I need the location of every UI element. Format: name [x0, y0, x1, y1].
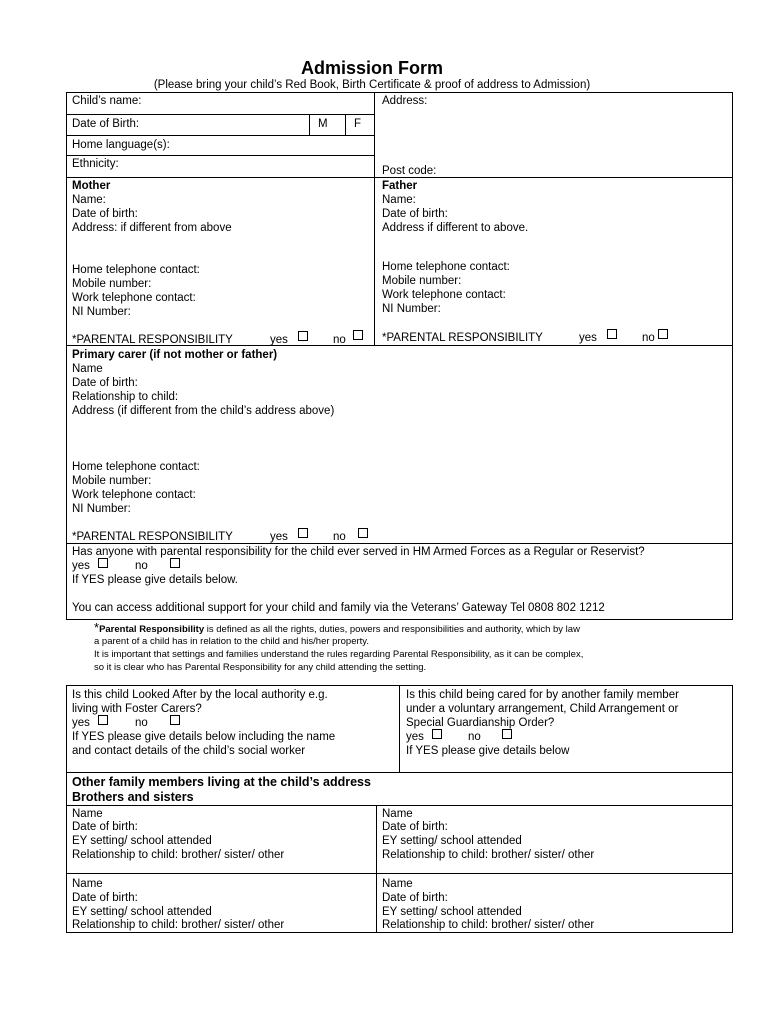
family-care-no-checkbox[interactable]: [502, 729, 512, 739]
armed-forces-no-label: no: [135, 560, 148, 572]
looked-after-yes-label: yes: [72, 717, 90, 729]
father-home-tel-label: Home telephone contact:: [382, 261, 510, 273]
form-subtitle: (Please bring your child’s Red Book, Birth Certificate & proof of address to Admission): [153, 79, 591, 91]
armed-forces-details-label: If YES please give details below.: [72, 574, 239, 586]
form-title: Admission Form: [300, 58, 443, 78]
carer-address-label: Address (if different from the child’s address above): [72, 405, 335, 417]
carer-relationship-label: Relationship to child:: [72, 391, 179, 403]
note-term: Parental Responsibility: [99, 624, 205, 635]
mother-name-label: Name:: [72, 194, 106, 206]
carer-pr-no-label: no: [333, 531, 346, 543]
note-line-3: It is important that settings and families understand the rules regarding Parental Responsibility, as it can be complex,: [94, 649, 584, 660]
mother-pr-yes-checkbox[interactable]: [298, 331, 308, 341]
veterans-support-text: You can access additional support for your child and family via the Veterans’ Gateway Tel 0808 802 1212: [72, 602, 605, 614]
postcode-label: Post code:: [382, 165, 437, 177]
mother-heading: Mother: [72, 180, 111, 192]
sibling-relationship-label: Relationship to child: brother/ sister/ other: [382, 849, 595, 861]
sibling-dob-label: Date of birth:: [382, 821, 448, 833]
sibling-name-label: Name: [382, 878, 413, 890]
note-asterisk: *: [94, 620, 100, 635]
note-line-2: a parent of a child has in relation to the child and his/her property.: [94, 636, 369, 647]
family-care-yes-label: yes: [406, 731, 424, 743]
father-mobile-label: Mobile number:: [382, 275, 462, 287]
looked-after-no-label: no: [135, 717, 148, 729]
mother-pr-yes-label: yes: [270, 334, 288, 346]
sibling-relationship-label: Relationship to child: brother/ sister/ other: [72, 849, 285, 861]
note-line-1: is defined as all the rights, duties, powers and responsibilities and authority, which by law: [204, 624, 580, 635]
mother-home-tel-label: Home telephone contact:: [72, 264, 200, 276]
carer-name-label: Name: [72, 363, 103, 375]
childs-name-label: Child’s name:: [72, 95, 142, 107]
sibling-name-label: Name: [72, 878, 103, 890]
armed-forces-question: Has anyone with parental responsibility for the child ever served in HM Armed Forces as a Regular or Reservist?: [72, 546, 645, 558]
carer-pr-yes-label: yes: [270, 531, 288, 543]
note-line-4: so it is clear who has Parental Responsibility for any child attending the setting.: [94, 662, 427, 673]
father-work-tel-label: Work telephone contact:: [382, 289, 506, 301]
father-pr-label: *PARENTAL RESPONSIBILITY: [382, 332, 543, 344]
mother-dob-label: Date of birth:: [72, 208, 138, 220]
looked-after-no-checkbox[interactable]: [170, 715, 180, 725]
father-ni-label: NI Number:: [382, 303, 441, 315]
father-heading: Father: [382, 180, 418, 192]
sibling-school-label: EY setting/ school attended: [382, 906, 522, 918]
sibling-dob-label: Date of birth:: [72, 892, 138, 904]
armed-forces-yes-label: yes: [72, 560, 90, 572]
father-dob-label: Date of birth:: [382, 208, 448, 220]
father-address-label: Address if different to above.: [382, 222, 529, 234]
mother-address-label: Address: if different from above: [72, 222, 232, 234]
carer-mobile-label: Mobile number:: [72, 475, 152, 487]
mother-pr-label: *PARENTAL RESPONSIBILITY: [72, 334, 233, 346]
mother-pr-no-label: no: [333, 334, 346, 346]
looked-after-line-1: Is this child Looked After by the local authority e.g.: [72, 689, 328, 701]
sibling-name-label: Name: [382, 808, 413, 820]
looked-after-yes-checkbox[interactable]: [98, 715, 108, 725]
family-care-yes-checkbox[interactable]: [432, 729, 442, 739]
carer-home-tel-label: Home telephone contact:: [72, 461, 200, 473]
sibling-relationship-label: Relationship to child: brother/ sister/ other: [72, 919, 285, 931]
mother-ni-label: NI Number:: [72, 306, 131, 318]
sibling-name-label: Name: [72, 808, 103, 820]
parental-responsibility-note: [94, 622, 580, 636]
female-option[interactable]: F: [354, 118, 362, 130]
family-care-line-3: Special Guardianship Order?: [406, 717, 555, 729]
father-pr-yes-checkbox[interactable]: [607, 329, 617, 339]
father-name-label: Name:: [382, 194, 416, 206]
family-care-line-2: under a voluntary arrangement, Child Arrangement or: [406, 703, 679, 715]
sibling-relationship-label: Relationship to child: brother/ sister/ other: [382, 919, 595, 931]
father-pr-no-checkbox[interactable]: [658, 329, 668, 339]
looked-after-line-2: living with Foster Carers?: [72, 703, 202, 715]
father-pr-no-label: no: [642, 332, 655, 344]
other-family-heading: Other family members living at the child’s address: [72, 775, 371, 789]
mother-pr-no-checkbox[interactable]: [353, 330, 363, 340]
carer-pr-label: *PARENTAL RESPONSIBILITY: [72, 531, 233, 543]
carer-ni-label: NI Number:: [72, 503, 131, 515]
carer-dob-label: Date of birth:: [72, 377, 138, 389]
looked-after-line-4: and contact details of the child’s social worker: [72, 745, 306, 757]
primary-carer-heading: Primary carer (if not mother or father): [72, 349, 278, 361]
mother-mobile-label: Mobile number:: [72, 278, 152, 290]
brothers-sisters-heading: Brothers and sisters: [72, 790, 194, 804]
date-of-birth-label: Date of Birth:: [72, 118, 140, 130]
family-care-line-4: If YES please give details below: [406, 745, 570, 757]
armed-forces-no-checkbox[interactable]: [170, 558, 180, 568]
carer-pr-yes-checkbox[interactable]: [298, 528, 308, 538]
sibling-school-label: EY setting/ school attended: [72, 835, 212, 847]
armed-forces-yes-checkbox[interactable]: [98, 558, 108, 568]
looked-after-line-3: If YES please give details below including the name: [72, 731, 336, 743]
carer-work-tel-label: Work telephone contact:: [72, 489, 196, 501]
sibling-dob-label: Date of birth:: [72, 821, 138, 833]
family-care-no-label: no: [468, 731, 481, 743]
home-language-label: Home language(s):: [72, 139, 170, 151]
sibling-school-label: EY setting/ school attended: [382, 835, 522, 847]
mother-work-tel-label: Work telephone contact:: [72, 292, 196, 304]
father-pr-yes-label: yes: [579, 332, 597, 344]
male-option[interactable]: M: [318, 118, 328, 130]
ethnicity-label: Ethnicity:: [72, 158, 119, 170]
family-care-line-1: Is this child being cared for by another family member: [406, 689, 679, 701]
address-label: Address:: [382, 95, 428, 107]
sibling-school-label: EY setting/ school attended: [72, 906, 212, 918]
sibling-dob-label: Date of birth:: [382, 892, 448, 904]
carer-pr-no-checkbox[interactable]: [358, 528, 368, 538]
